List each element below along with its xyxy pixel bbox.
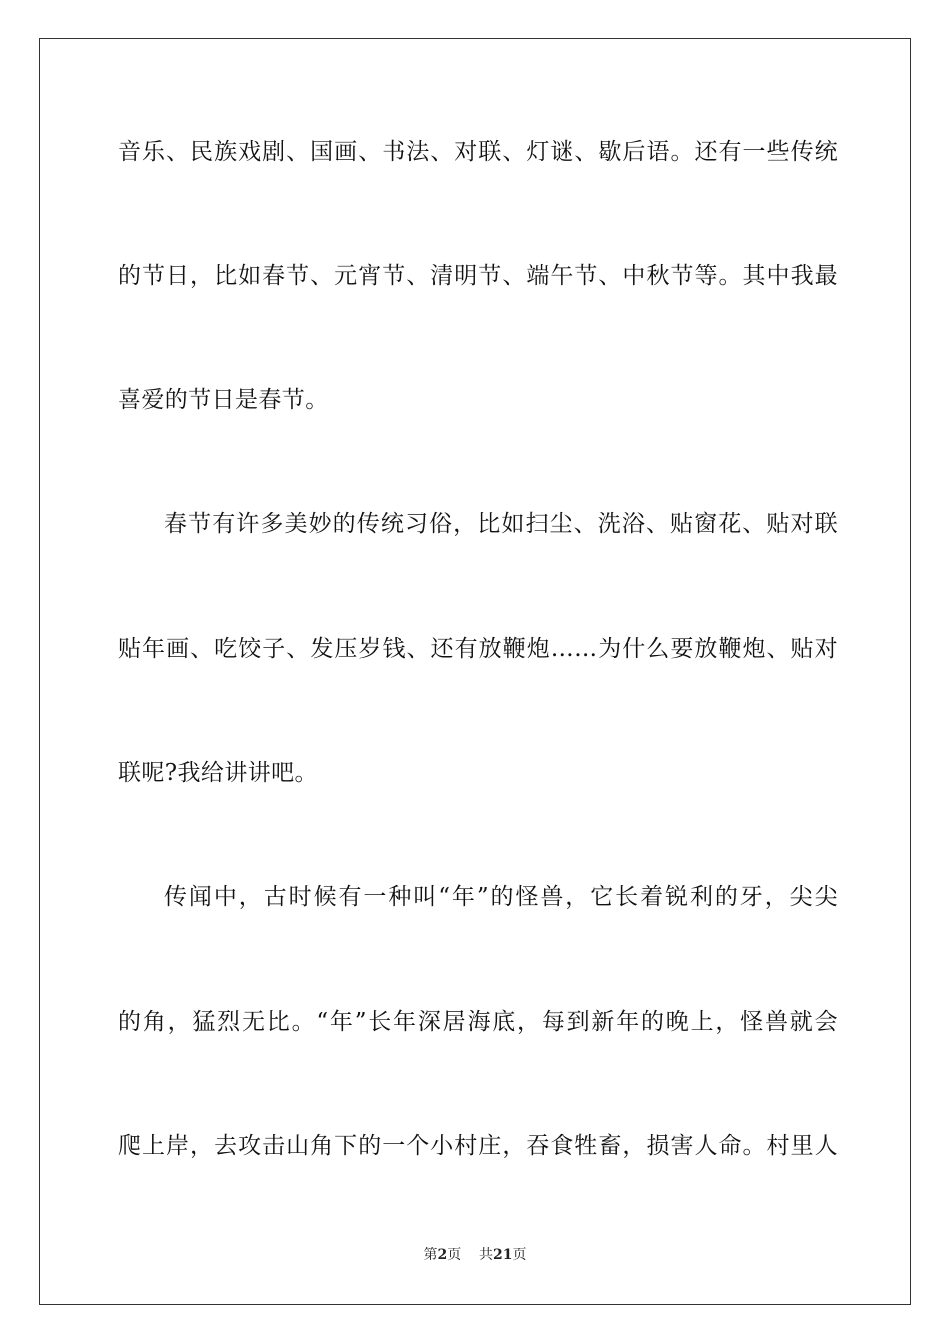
page-border: [39, 38, 911, 1305]
total-pages: 21: [493, 1247, 513, 1263]
text-line-4: 春节有许多美妙的传统习俗，比如扫尘、洗浴、贴窗花、贴对联: [164, 511, 838, 537]
page-footer: [0, 1246, 950, 1264]
text-line-6: 联呢?我给讲讲吧。: [118, 760, 318, 786]
page-number: 2: [437, 1247, 448, 1263]
total-suffix: 页: [512, 1247, 527, 1263]
page-suffix: 页: [447, 1247, 462, 1263]
total-prefix: 共: [479, 1247, 494, 1263]
text-line-3: 喜爱的节日是春节。: [118, 387, 329, 413]
text-line-8: 的角，猛烈无比。“年”长年深居海底，每到新年的晚上，怪兽就会: [118, 1009, 838, 1035]
text-line-5: 贴年画、吃饺子、发压岁钱、还有放鞭炮……为什么要放鞭炮、贴对: [118, 636, 838, 662]
page-prefix: 第: [423, 1247, 438, 1263]
text-line-1: 音乐、民族戏剧、国画、书法、对联、灯谜、歇后语。还有一些传统: [118, 139, 838, 165]
text-line-2: 的节日，比如春节、元宵节、清明节、端午节、中秋节等。其中我最: [118, 263, 838, 289]
text-line-9: 爬上岸，去攻击山角下的一个小村庄，吞食牲畜，损害人命。村里人: [118, 1133, 838, 1159]
text-line-7: 传闻中，古时候有一种叫“年”的怪兽，它长着锐利的牙，尖尖: [164, 884, 838, 910]
